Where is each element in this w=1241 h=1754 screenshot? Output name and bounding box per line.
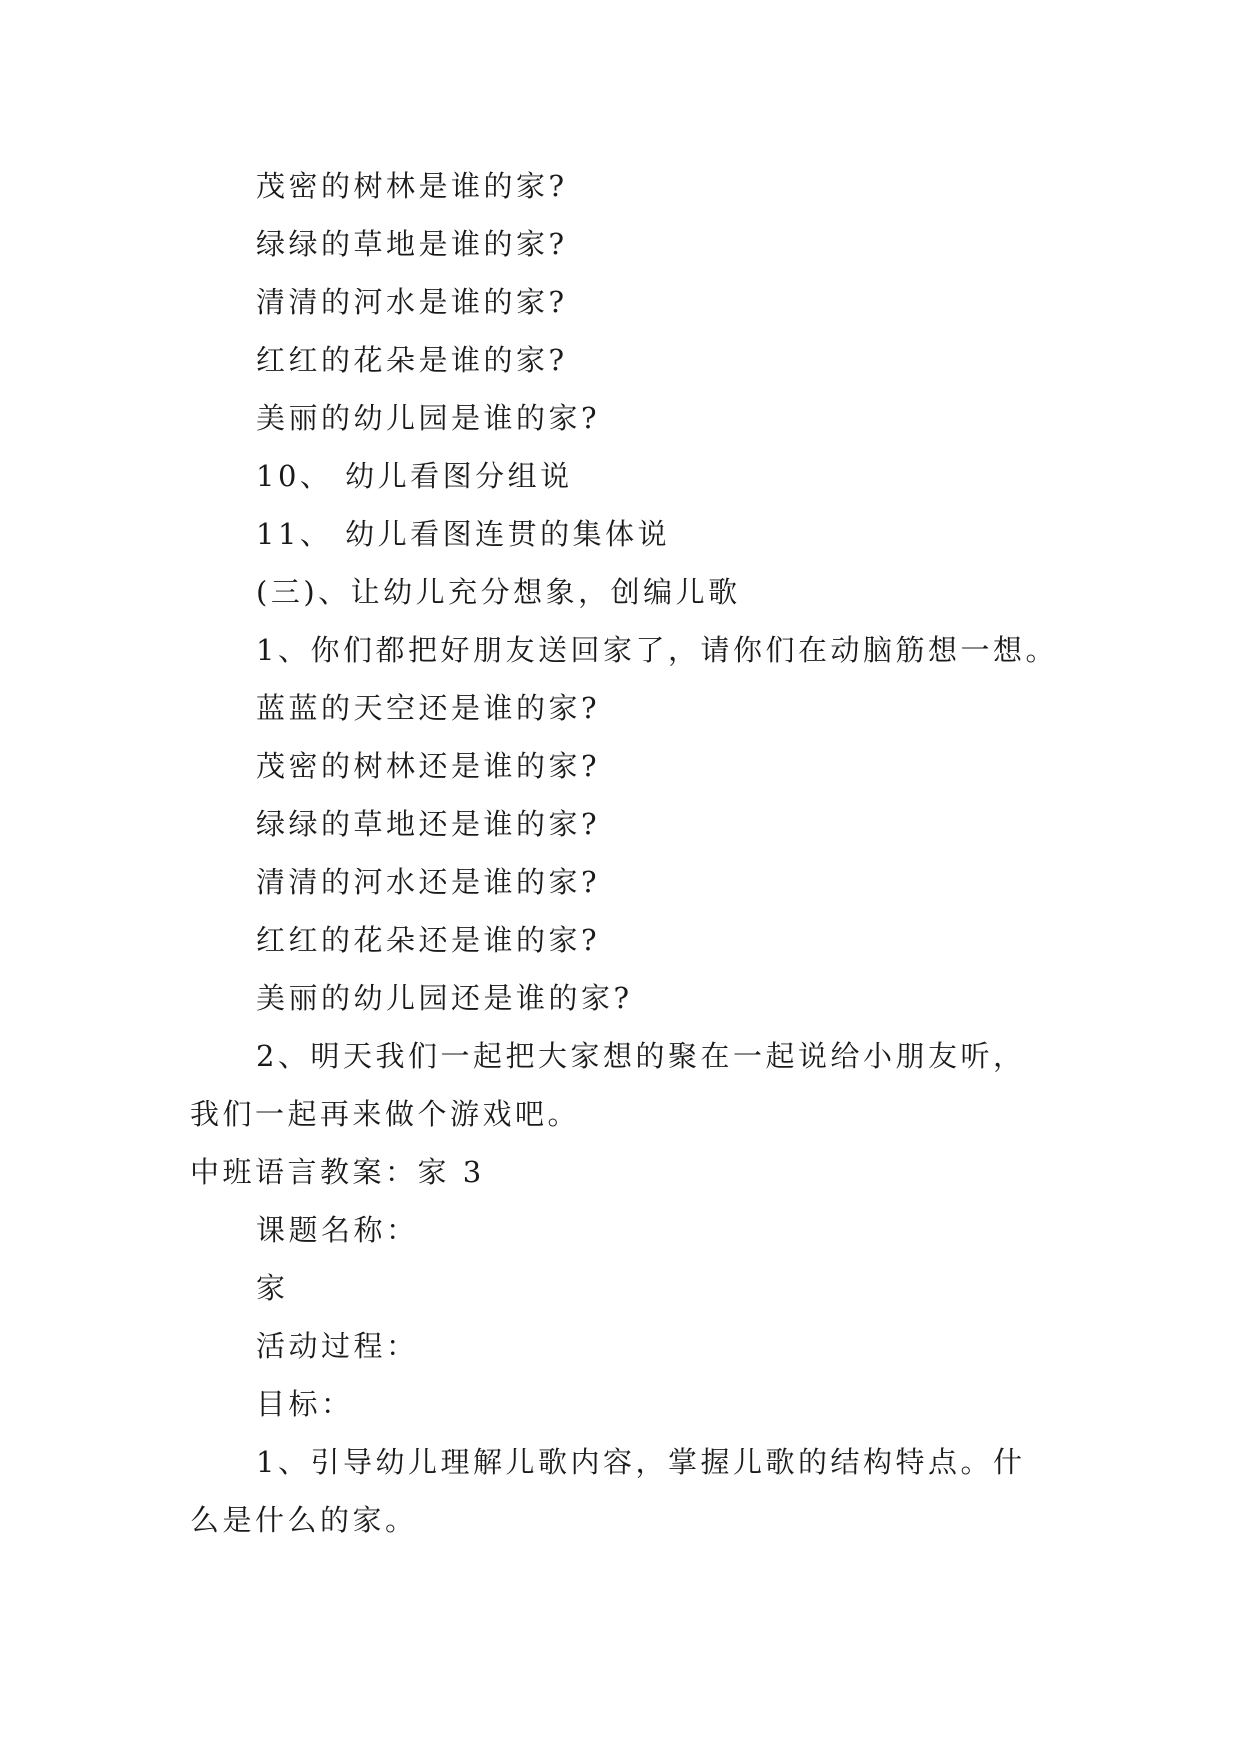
text-line: 绿绿的草地是谁的家? [256,227,568,261]
lesson-title: 中班语言教案：家 3 [190,1155,485,1189]
text-line: 活动过程： [256,1329,419,1363]
text-line: 课题名称： [256,1213,419,1247]
text-line: 1、你们都把好朋友送回家了，请你们在动脑筋想一想。 [256,633,1058,667]
text-line: 蓝蓝的天空还是谁的家? [256,691,601,725]
text-line: 么是什么的家。 [190,1503,418,1537]
text-line: 我们一起再来做个游戏吧。 [190,1097,581,1131]
text-line: 11、 幼儿看图连贯的集体说 [256,517,671,551]
text-line: 茂密的树林是谁的家? [256,169,568,203]
text-line: 清清的河水是谁的家? [256,285,568,319]
text-line: 绿绿的草地还是谁的家? [256,807,601,841]
section-heading: (三)、让幼儿充分想象，创编儿歌 [256,575,741,609]
text-line: 清清的河水还是谁的家? [256,865,601,899]
text-line: 目标： [256,1387,354,1421]
text-line: 美丽的幼儿园还是谁的家? [256,981,633,1015]
text-line: 红红的花朵还是谁的家? [256,923,601,957]
text-line: 1、引导幼儿理解儿歌内容，掌握儿歌的结构特点。什 [256,1445,1026,1479]
text-line: 家 [256,1271,289,1305]
text-line: 美丽的幼儿园是谁的家? [256,401,601,435]
text-line: 茂密的树林还是谁的家? [256,749,601,783]
text-line: 10、 幼儿看图分组说 [256,459,573,493]
text-line: 2、明天我们一起把大家想的聚在一起说给小朋友听， [256,1039,1026,1073]
text-line: 红红的花朵是谁的家? [256,343,568,377]
